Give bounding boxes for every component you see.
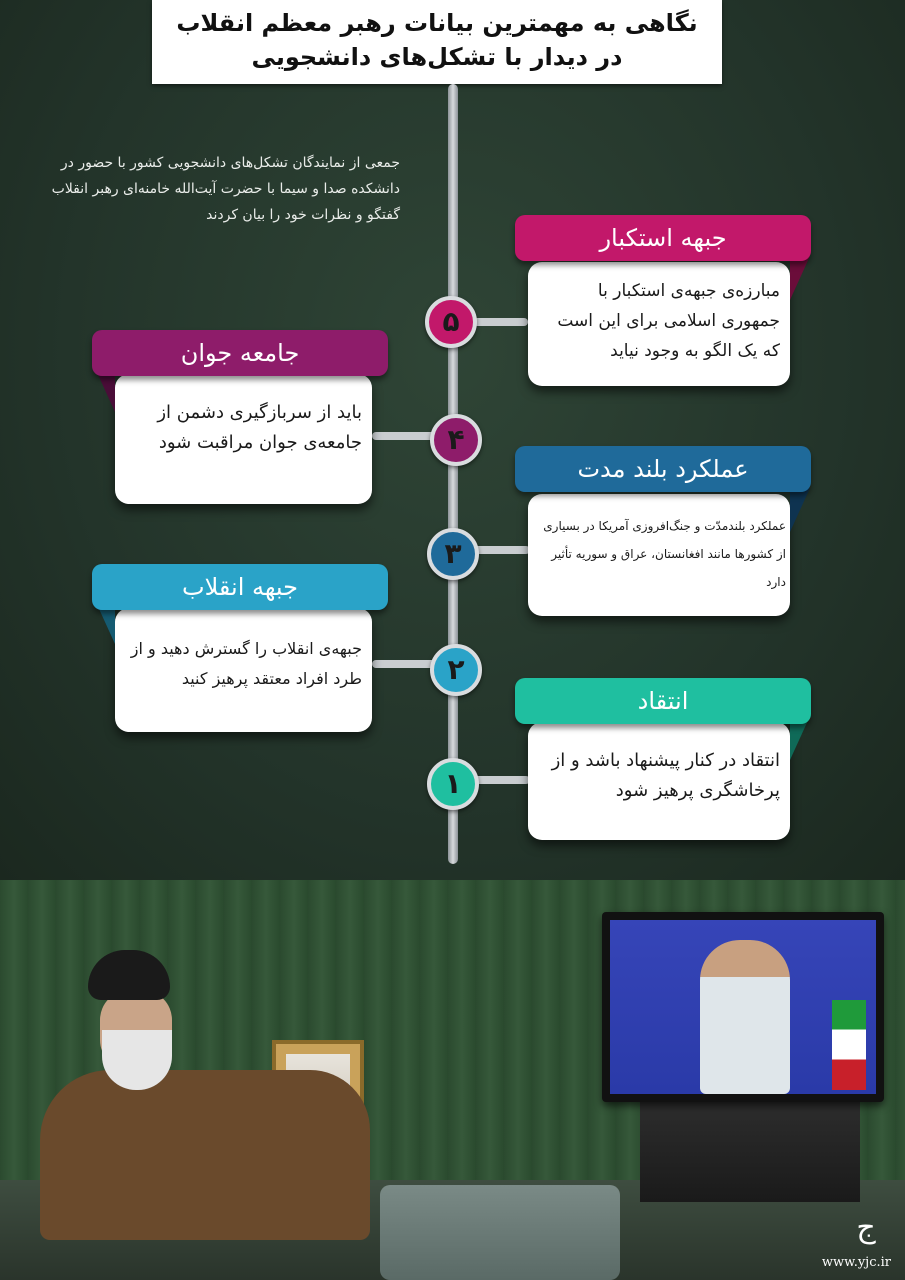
yjc-logo-icon: ج [856, 1210, 876, 1245]
card-4 [115, 374, 372, 504]
number-badge-3: ۳ [427, 528, 479, 580]
watermark: www.yjc.ir [821, 1255, 891, 1270]
leader-turban [88, 950, 170, 1000]
leader-robe [40, 1070, 370, 1240]
flag-icon [832, 1000, 866, 1090]
heading-2: جبهه انقلاب [92, 564, 388, 610]
heading-1: انتقاد [515, 678, 811, 724]
card-5-text: مبارزه‌ی جبهه‌ی استکبار با جمهوری اسلامی برای این است که یک الگو به وجود نیاید [557, 281, 780, 361]
heading-3: عملکرد بلند مدت [515, 446, 811, 492]
ribbon-fold-3 [790, 488, 810, 532]
card-2-text: جبهه‌ی انقلاب را گسترش دهید و از طرد افراد معتقد پرهیز کنید [130, 639, 362, 688]
television [602, 912, 884, 1102]
card-4-text: باید از سربازگیری دشمن از جامعه‌ی جوان مراقبت شود [157, 402, 362, 453]
number-badge-4: ۴ [430, 414, 482, 466]
page-subtitle: در دیدار با تشکل‌های دانشجویی [251, 43, 623, 71]
card-2 [115, 608, 372, 732]
ribbon-fold-5 [790, 256, 810, 300]
card-3-text: عملکرد بلندمدّت و جنگ‌افروزی آمریکا در بسیاری از کشورها مانند افغانستان، عراق و سوریه تأثیر دارد [543, 519, 786, 589]
tv-stand [640, 1102, 860, 1202]
page-title: نگاهی به مهمترین بیانات رهبر معظم انقلاب [176, 9, 698, 37]
card-5 [528, 262, 790, 386]
heading-5: جبهه استکبار [515, 215, 811, 261]
heading-4: جامعه جوان [92, 330, 388, 376]
card-1-text: انتقاد در کنار پیشنهاد باشد و از پرخاشگری پرهیز شود [551, 750, 780, 801]
tv-screen [610, 920, 876, 1094]
number-badge-1: ۱ [427, 758, 479, 810]
intro-text: جمعی از نمایندگان تشکل‌های دانشجویی کشور با حضور در دانشکده صدا و سیما با حضرت آیت‌الله خامنه‌ای رهبر انقلاب گفتگو و نظرات خود را بیان کردند [51, 155, 400, 223]
number-badge-2: ۲ [430, 644, 482, 696]
number-badge-5: ۵ [425, 296, 477, 348]
student-speaker-figure [700, 940, 790, 1094]
card-1 [528, 722, 790, 840]
side-table [380, 1185, 620, 1280]
card-3 [528, 494, 790, 616]
leader-figure [40, 950, 380, 1240]
timeline-spine [448, 84, 458, 864]
title-box [152, 0, 722, 84]
